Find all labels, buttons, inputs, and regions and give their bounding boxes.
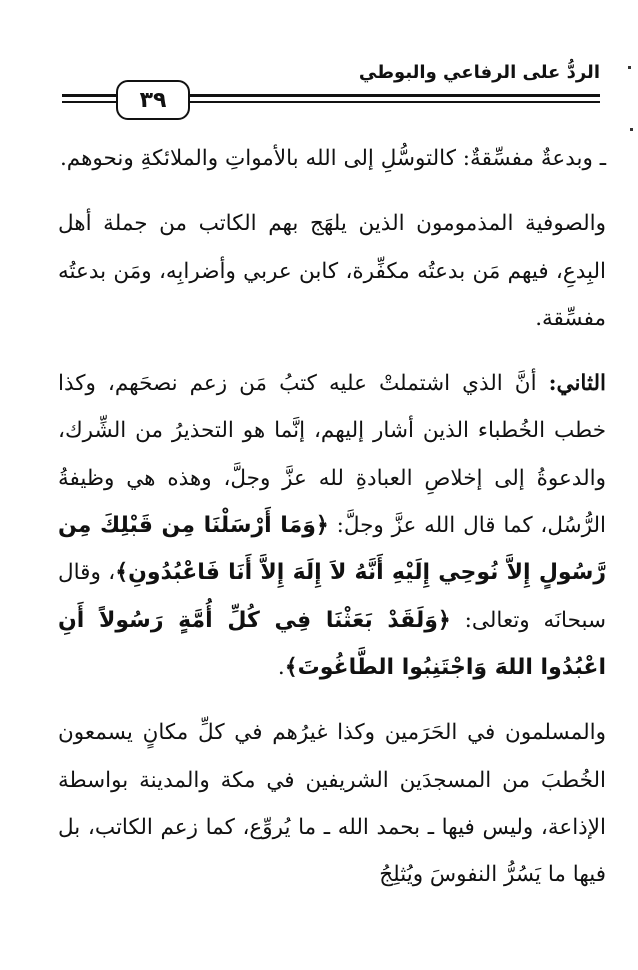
quran-verse: ﴿وَلَقَدْ بَعَثْنَا فِي كُلِّ أُمَّةٍ رَسُولاً أَنِ اعْبُدُوا اللهَ وَاجْتَنِبُوا الطَّاغُوتَ﴾ xyxy=(58,607,606,680)
section-label: الثاني: xyxy=(548,371,606,397)
scan-mark xyxy=(630,128,633,131)
page-number: ٣٩ xyxy=(116,80,190,120)
paragraph-sufis xyxy=(58,200,606,342)
paragraph-muslims xyxy=(58,709,606,898)
paragraph-text: والمسلمون في الحَرَمين وكذا غيرُهم في كلِّ مكانٍ يسمعون الخُطبَ من المسجدَين الشريفين في مكة والمدينة بواسطة الإذاعة، وليس فيها ـ بحمد الله ـ ما يُروِّع، كما زعم الكاتب، بل فيها ما يَسُرُّ النفوسَ ويُثلِجُ xyxy=(58,720,606,888)
paragraph-text: ، وقال سبحانَه وتعالى: xyxy=(58,560,606,633)
running-title: الردُّ على الرفاعي والبوطي xyxy=(358,62,600,83)
paragraph-innovation-sinful xyxy=(58,135,606,182)
paragraph-second xyxy=(58,360,606,691)
scan-mark xyxy=(628,66,631,69)
page-body xyxy=(58,135,606,898)
paragraph-text: ـ وبدعةٌ مفسِّقةٌ: كالتوسُّلِ إلى الله بالأمواتِ والملائكةِ ونحوهم. xyxy=(59,146,606,171)
paragraph-text: والصوفية المذمومون الذين يلهَج بهم الكاتب من جملة أهل البِدعِ، فيهم مَن بدعتُه مكفِّرة، كابن عربي وأضرابِه، ومَن بدعتُه مفسِّقة. xyxy=(58,211,606,331)
paragraph-text: . xyxy=(277,654,285,680)
quran-verse: ﴿وَمَا أَرْسَلْنَا مِن قَبْلِكَ مِن رَّسُولٍ إِلاَّ نُوحِي إِلَيْهِ أَنَّهُ لاَ إِلَهَ إِلاَّ أَنَا فَاعْبُدُونِ﴾ xyxy=(58,513,607,586)
paragraph-text: أنَّ الذي اشتملتْ عليه كتبُ مَن زعم نصحَهم، وكذا خطب الخُطباء الذين أشار إليهم، إنَّما هو التحذيرُ من الشِّرك، والدعوةُ إلى إخلاصِ العبادةِ لله عزَّ وجلَّ، وهذه هي وظيفةُ الرُّسُل، كما قال الله عزَّ وجلَّ: xyxy=(58,371,606,539)
page-header xyxy=(60,60,600,120)
